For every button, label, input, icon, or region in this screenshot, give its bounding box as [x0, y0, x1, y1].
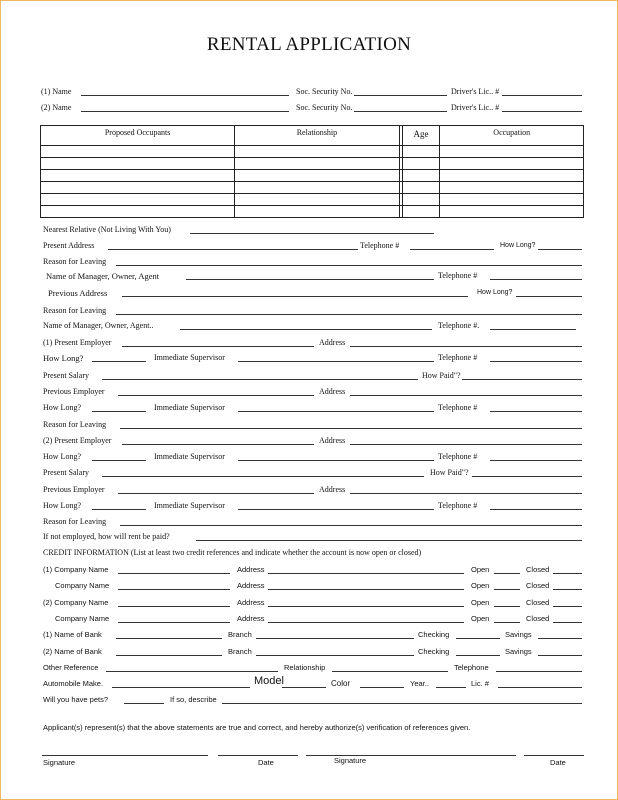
company-closed-label: Closed [526, 581, 550, 590]
name1-label: (1) Name [41, 87, 72, 96]
how-long-label: How Long? [43, 501, 81, 510]
lic-field[interactable] [498, 687, 582, 688]
company-open-label: Open [471, 614, 490, 623]
relationship-field[interactable] [332, 671, 448, 672]
previous-address-label: Previous Address [48, 288, 108, 298]
present-employer2-row [0, 435, 618, 449]
telephone1-field[interactable] [410, 249, 494, 250]
telephone-label: Telephone # [438, 353, 478, 362]
signature2-label: Signature [334, 756, 367, 765]
pets-describe-field[interactable] [222, 703, 582, 704]
not-employed-row [0, 531, 618, 545]
signature1-label: Signature [43, 758, 76, 767]
present-employer2-field[interactable] [122, 444, 314, 445]
reason-for-leaving1-row [0, 419, 618, 433]
bank2-row [0, 646, 618, 660]
present-address-field[interactable] [108, 249, 358, 250]
bank1-branch-field[interactable] [256, 638, 414, 639]
nearest-relative-field[interactable] [190, 233, 434, 234]
company1-closed-label: Closed [526, 565, 550, 574]
dl1-field[interactable] [502, 95, 582, 96]
present-employer1-field[interactable] [122, 346, 314, 347]
table-row [41, 182, 584, 194]
credit-company2b-row [0, 613, 618, 627]
reason-for-leaving-label: Reason for Leaving [43, 420, 107, 429]
company-field[interactable] [118, 589, 230, 590]
bank2-label: (2) Name of Bank [43, 647, 102, 656]
nearest-relative-label: Nearest Relative (Not Living With You) [43, 225, 171, 234]
telephone3-label: Telephone #. [438, 321, 480, 330]
present-salary1-row [0, 370, 618, 384]
address-label: Address [319, 485, 346, 494]
age-header: Age [402, 126, 440, 146]
company2-open-field[interactable] [494, 606, 520, 607]
form-title: RENTAL APPLICATION [206, 34, 412, 55]
signature-labels-row [0, 757, 618, 771]
date1-label: Date [258, 758, 274, 767]
bank2-field[interactable] [116, 655, 222, 656]
company-address-label: Address [237, 581, 265, 590]
present-salary2-row [0, 467, 618, 481]
supervisor-label: Immediate Supervisor [154, 501, 225, 510]
occupation-header: Occupation [440, 126, 584, 146]
how-paid-field[interactable] [462, 379, 582, 380]
how-long-field[interactable] [92, 361, 146, 362]
company1-closed-field[interactable] [553, 573, 582, 574]
how-paid-label: How Paid"? [422, 371, 461, 380]
other-reference-row [0, 662, 618, 676]
present-salary-label: Present Salary [43, 371, 89, 380]
reason-for-leaving-field[interactable] [120, 525, 582, 526]
manager1-field[interactable] [186, 279, 434, 280]
bank1-field[interactable] [116, 638, 222, 639]
company1-field[interactable] [118, 573, 230, 574]
manager1-label: Name of Manager, Owner, Agent [46, 271, 160, 281]
bank2-savings-label: Savings [505, 647, 532, 656]
telephone-label: Telephone # [438, 403, 478, 412]
dl1-label: Driver's Lic.. # [451, 87, 500, 96]
name2-field[interactable] [81, 111, 289, 112]
how-long2-label: How Long? [477, 289, 513, 296]
lic-label: Lic. # [471, 679, 489, 688]
company1-label: (1) Company Name [43, 565, 109, 574]
address-label: Address [319, 338, 346, 347]
model-field[interactable] [282, 687, 326, 688]
table-row [41, 158, 584, 170]
name2-label: (2) Name [41, 103, 72, 112]
how-long-field[interactable] [92, 411, 146, 412]
date2-label: Date [550, 758, 566, 767]
reason1-field[interactable] [116, 265, 582, 266]
applicant-2-row [0, 102, 618, 116]
how-paid-label: How Paid"? [430, 468, 469, 477]
previous-address-row [0, 287, 618, 301]
telephone-field[interactable] [490, 361, 582, 362]
dl2-field[interactable] [502, 111, 582, 112]
company-open-field[interactable] [494, 589, 520, 590]
company-label: Company Name [55, 581, 110, 590]
relationship-header: Relationship [235, 126, 399, 146]
other-reference-field[interactable] [106, 671, 278, 672]
previous-employer-address-field[interactable] [350, 395, 582, 396]
previous-employer-field[interactable] [118, 493, 314, 494]
reference-telephone-label: Telephone [454, 663, 489, 672]
ssn1-field[interactable] [354, 95, 447, 96]
telephone-field[interactable] [490, 509, 582, 510]
automobile-row [0, 675, 618, 692]
reason1-label: Reason for Leaving [43, 257, 107, 266]
previous-employer1-row [0, 386, 618, 400]
occupants-header: Proposed Occupants [41, 126, 235, 146]
statement-text: Applicant(s) represent(s) that the above statements are true and correct, and hereby authorize(s) verification of references given. [43, 723, 471, 732]
company-closed-field[interactable] [553, 622, 582, 623]
present-employer1-row [0, 337, 618, 351]
occupants-table [40, 125, 584, 218]
automobile-label: Automobile Make. [43, 679, 104, 688]
statement-row [0, 722, 618, 736]
manager2-label: Name of Manager, Owner, Agent.. [43, 321, 154, 330]
company1-address-field[interactable] [268, 573, 464, 574]
reason2-field[interactable] [116, 314, 582, 315]
employer2-address-field[interactable] [350, 444, 582, 445]
bank1-savings-field[interactable] [538, 638, 582, 639]
supervisor-label: Immediate Supervisor [154, 403, 225, 412]
nearest-relative-row [0, 224, 618, 238]
bank2-savings-field[interactable] [538, 655, 582, 656]
present-address-label: Present Address [43, 241, 95, 250]
address-label: Address [319, 387, 346, 396]
not-employed-field[interactable] [196, 540, 582, 541]
previous-address-field[interactable] [122, 296, 468, 297]
previous-employer-address-field[interactable] [350, 493, 582, 494]
company1-open-label: Open [471, 565, 490, 574]
present-salary-field[interactable] [102, 379, 418, 380]
credit-heading: CREDIT INFORMATION (List at least two credit references and indicate whether the account is now open or closed) [43, 548, 422, 557]
previous-employer1-details-row [0, 402, 618, 416]
present-employer1-label: (1) Present Employer [43, 338, 112, 347]
bank2-checking-field[interactable] [456, 655, 500, 656]
bank1-label: (1) Name of Bank [43, 630, 102, 639]
reason2-row [0, 305, 618, 319]
company1-open-field[interactable] [494, 573, 520, 574]
other-reference-label: Other Reference [43, 663, 99, 672]
credit-company1-row [0, 564, 618, 578]
manager1-row [0, 270, 618, 284]
company-label: Company Name [55, 614, 110, 623]
supervisor-label: Immediate Supervisor [154, 452, 225, 461]
how-paid-field[interactable] [472, 476, 582, 477]
bank2-branch-label: Branch [228, 647, 252, 656]
bank2-checking-label: Checking [418, 647, 450, 656]
if-so-label: If so, describe [170, 695, 217, 704]
manager2-field[interactable] [180, 329, 432, 330]
present-salary-field[interactable] [102, 476, 424, 477]
how-long2-field[interactable] [516, 296, 582, 297]
color-field[interactable] [360, 687, 404, 688]
ssn2-label: Soc. Security No. [296, 103, 353, 112]
previous-employer-label: Previous Employer [43, 387, 105, 396]
telephone3-field[interactable] [490, 329, 576, 330]
bank1-savings-label: Savings [505, 630, 532, 639]
table-row [41, 170, 584, 182]
company2-label: (2) Company Name [43, 598, 109, 607]
date2-line[interactable] [524, 755, 584, 756]
reference-telephone-field[interactable] [496, 671, 582, 672]
automobile-field[interactable] [112, 687, 250, 688]
present-salary-label: Present Salary [43, 468, 89, 477]
company-field[interactable] [118, 622, 230, 623]
telephone1-label: Telephone # [360, 241, 400, 250]
how-long1-label: How Long? [500, 242, 536, 249]
company-closed-label: Closed [526, 614, 550, 623]
how-long-label: How Long? [43, 452, 81, 461]
reason1-row [0, 256, 618, 270]
pets-label: Will you have pets? [43, 695, 109, 704]
supervisor-field[interactable] [238, 361, 434, 362]
not-employed-label: If not employed, how will rent be paid? [43, 532, 170, 541]
ssn2-field[interactable] [354, 111, 447, 112]
company2-open-label: Open [471, 598, 490, 607]
present-address-row [0, 240, 618, 254]
year-field[interactable] [436, 687, 466, 688]
pets-field[interactable] [124, 703, 164, 704]
company2-closed-field[interactable] [553, 606, 582, 607]
table-row [41, 194, 584, 206]
company-address-field[interactable] [268, 622, 464, 623]
table-row [41, 146, 584, 158]
credit-heading-row [0, 547, 618, 561]
manager2-row [0, 320, 618, 334]
present-employer2-label: (2) Present Employer [43, 436, 112, 445]
supervisor-field[interactable] [238, 411, 434, 412]
company-open-field[interactable] [494, 622, 520, 623]
company2-field[interactable] [118, 606, 230, 607]
reason2-label: Reason for Leaving [43, 306, 107, 315]
signature1-line[interactable] [42, 755, 208, 756]
company2-address-field[interactable] [268, 606, 464, 607]
bank1-checking-label: Checking [418, 630, 450, 639]
previous-employer2-details-row [0, 500, 618, 514]
previous-employer2-row [0, 484, 618, 498]
employer1-address-field[interactable] [350, 346, 582, 347]
previous-employer-label: Previous Employer [43, 485, 105, 494]
model-label: Model [254, 675, 284, 687]
bank2-branch-field[interactable] [256, 655, 414, 656]
how-long-label: How Long? [43, 403, 81, 412]
dl2-label: Driver's Lic.. # [451, 103, 500, 112]
employer2-details-row [0, 451, 618, 465]
supervisor-field[interactable] [238, 509, 434, 510]
name1-field[interactable] [81, 95, 289, 96]
company1-address-label: Address [237, 565, 265, 574]
company2-closed-label: Closed [526, 598, 550, 607]
bank1-row [0, 629, 618, 643]
company-closed-field[interactable] [553, 589, 582, 590]
address-label: Address [319, 436, 346, 445]
table-row [41, 206, 584, 218]
telephone-field[interactable] [490, 411, 582, 412]
pets-row [0, 694, 618, 708]
credit-company2-row [0, 597, 618, 611]
how-long1-field[interactable] [538, 249, 582, 250]
telephone-label: Telephone # [438, 452, 478, 461]
telephone2-field[interactable] [490, 279, 582, 280]
how-long-field[interactable] [92, 509, 146, 510]
employer1-details-row [0, 352, 618, 366]
relationship-label: Relationship [284, 663, 326, 672]
reason-for-leaving-field[interactable] [120, 428, 582, 429]
bank1-checking-field[interactable] [456, 638, 500, 639]
credit-company1b-row [0, 580, 618, 594]
company-open-label: Open [471, 581, 490, 590]
year-label: Year.. [410, 679, 429, 688]
supervisor-field[interactable] [238, 460, 434, 461]
date1-line[interactable] [218, 755, 298, 756]
how-long-label: How Long? [43, 353, 84, 363]
company-address-field[interactable] [268, 589, 464, 590]
company-address-label: Address [237, 614, 265, 623]
ssn1-label: Soc. Security No. [296, 87, 353, 96]
previous-employer-field[interactable] [118, 395, 314, 396]
how-long-field[interactable] [92, 460, 146, 461]
telephone-field[interactable] [490, 460, 582, 461]
telephone-label: Telephone # [438, 501, 478, 510]
color-label: Color [331, 679, 351, 688]
reason-for-leaving2-row [0, 516, 618, 530]
company2-address-label: Address [237, 598, 265, 607]
supervisor-label: Immediate Supervisor [154, 353, 225, 362]
reason-for-leaving-label: Reason for Leaving [43, 517, 107, 526]
applicant-1-row [0, 86, 618, 100]
telephone2-label: Telephone # [438, 271, 478, 280]
bank1-branch-label: Branch [228, 630, 252, 639]
